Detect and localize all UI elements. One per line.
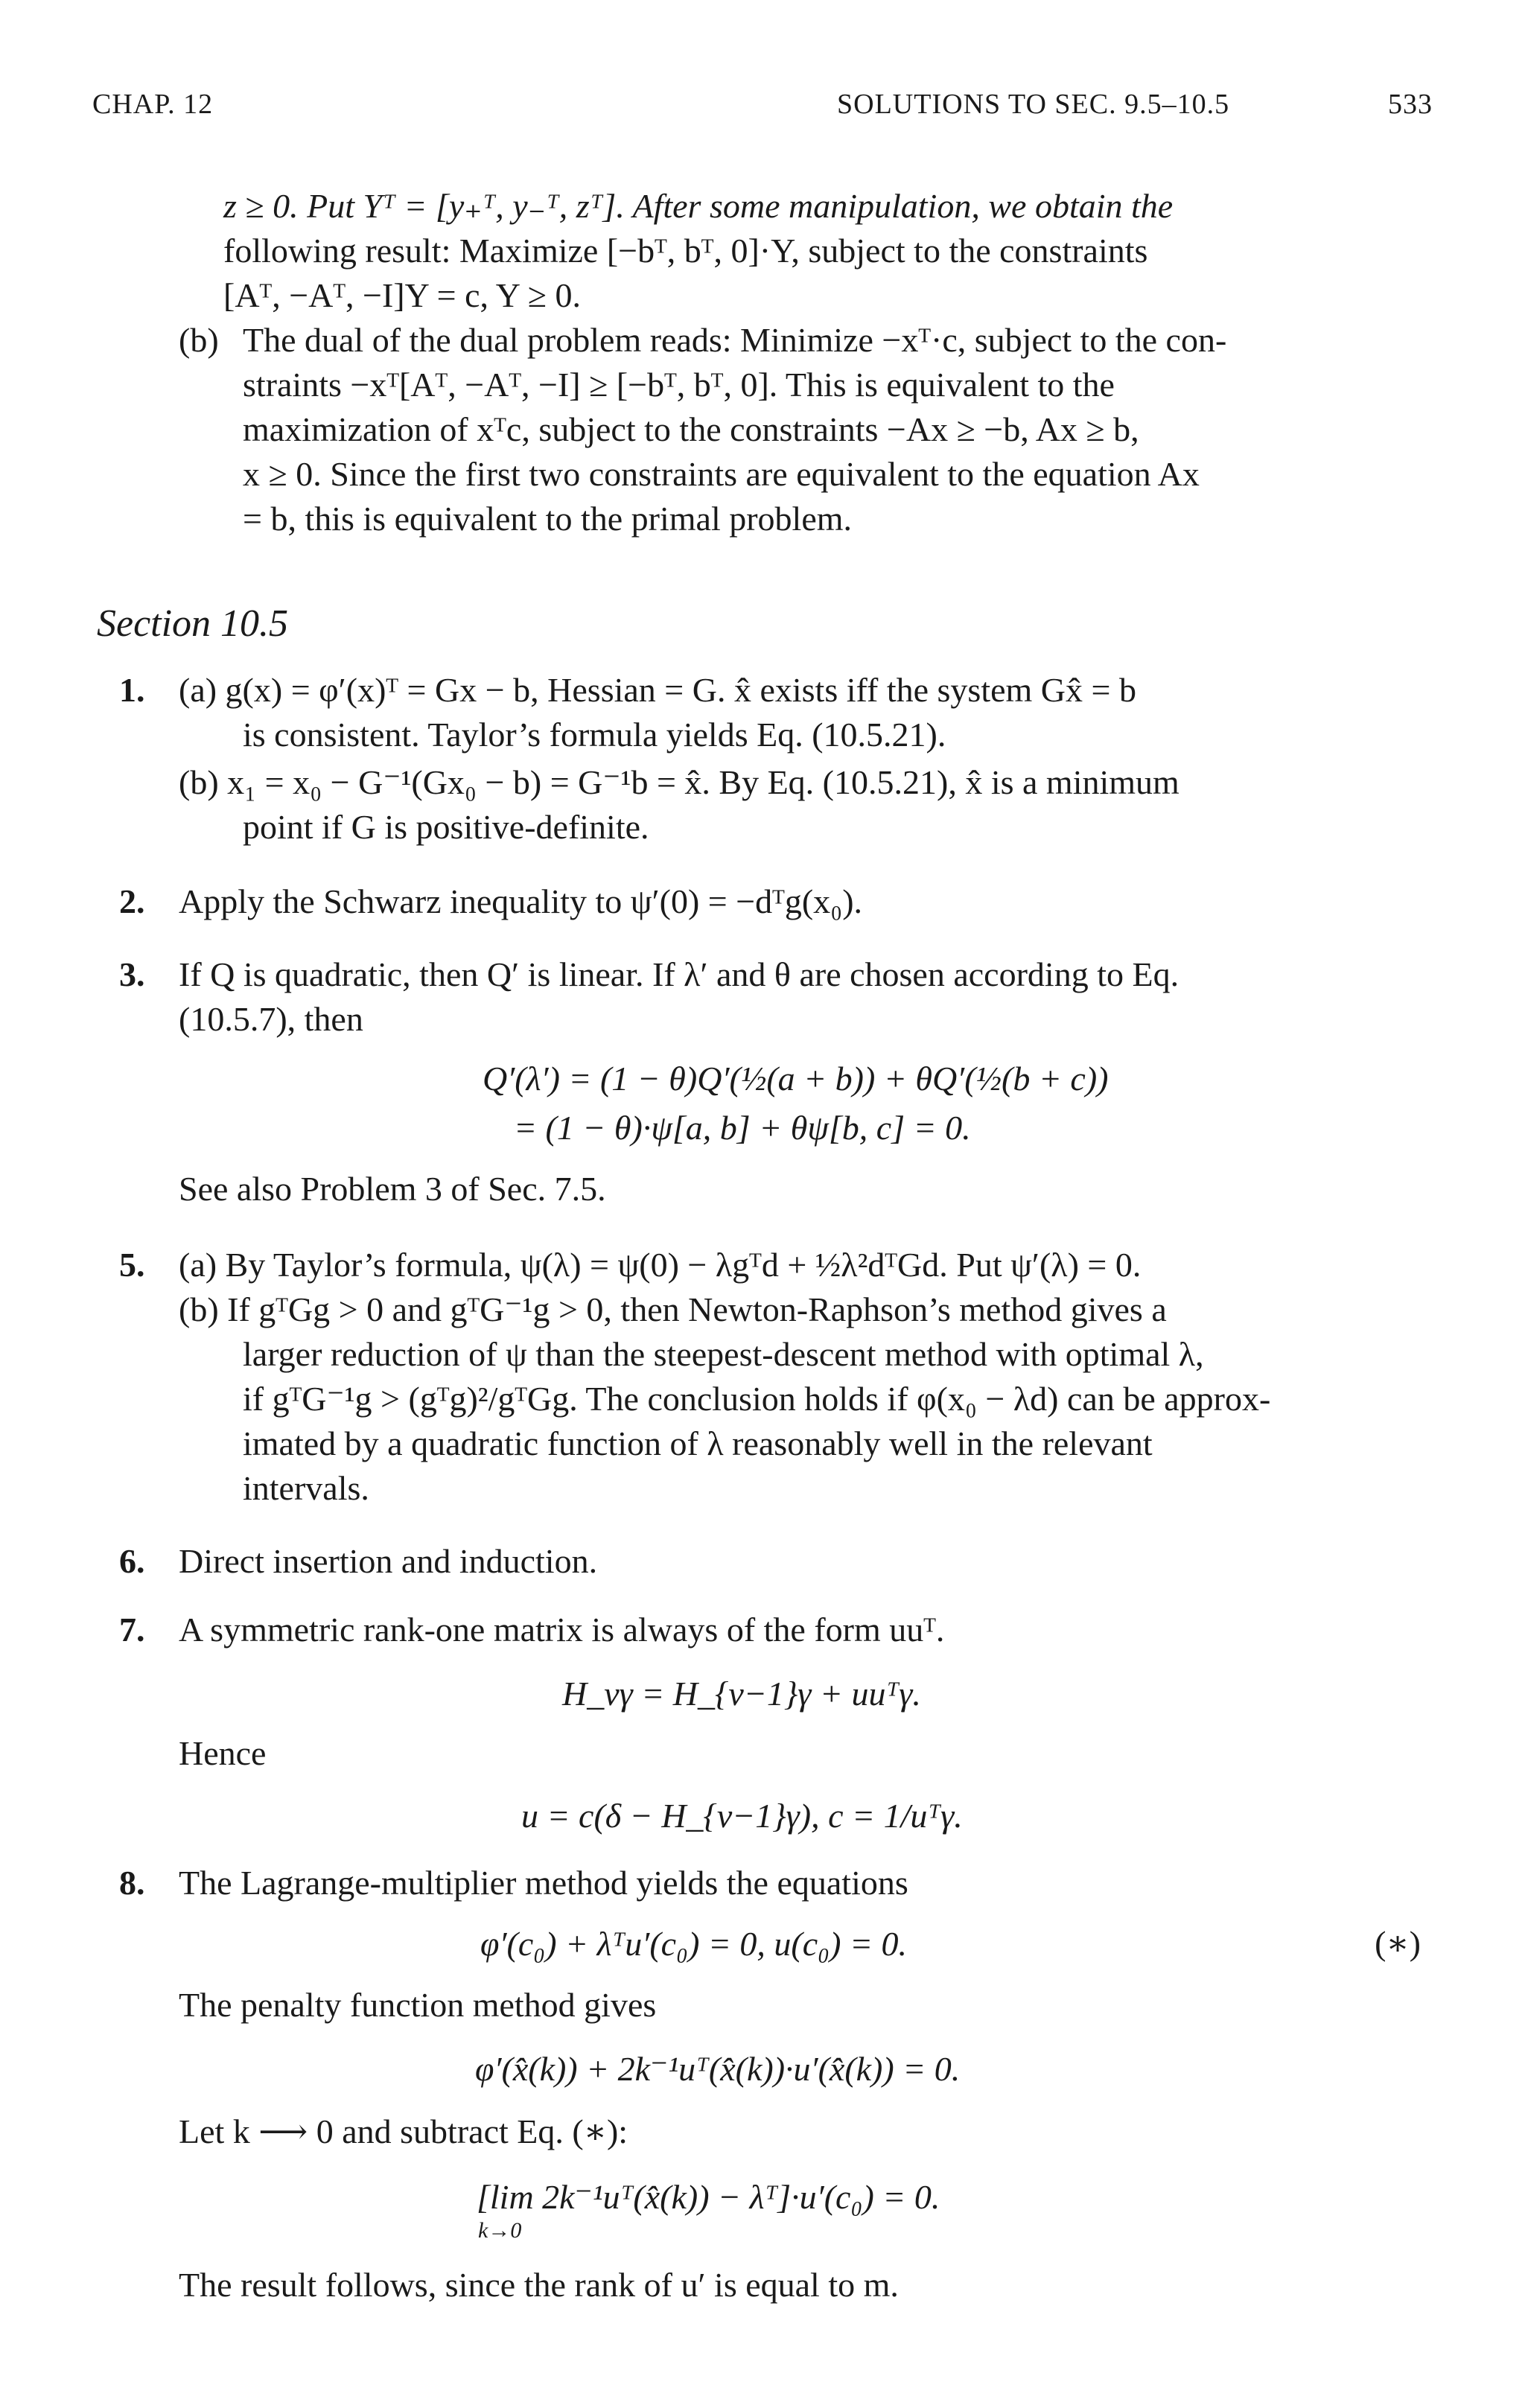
display-equation: H_νγ = H_{ν−1}γ + uuᵀγ. [562, 1675, 921, 1713]
text-line: If Q is quadratic, then Q′ is linear. If λ′ and θ are chosen according to Eq. [179, 955, 1179, 993]
text-line: maximization of xᵀc, subject to the constraints −Ax ≥ −b, Ax ≥ b, [243, 410, 1139, 448]
text-line: straints −xᵀ[Aᵀ, −Aᵀ, −I] ≥ [−bᵀ, bᵀ, 0]. This is equivalent to the [243, 366, 1115, 404]
text-line: (10.5.7), then [179, 1000, 363, 1038]
text-line: The Lagrange-multiplier method yields the equations [179, 1864, 908, 1902]
display-equation: [lim 2k⁻¹uᵀ(x̂(k)) − λᵀ]·u′(c₀) = 0. [477, 2178, 940, 2216]
text-line: = b, this is equivalent to the primal problem. [243, 500, 853, 538]
section-heading: Section 10.5 [97, 602, 289, 645]
text-line: See also Problem 3 of Sec. 7.5. [179, 1170, 606, 1208]
text-line: (b) x₁ = x₀ − G⁻¹(Gx₀ − b) = G⁻¹b = x̂. By Eq. (10.5.21), x̂ is a minimum [179, 763, 1179, 801]
text-line: Hence [179, 1734, 267, 1772]
text-line: is consistent. Taylor’s formula yields Eq. (10.5.21). [243, 716, 946, 754]
text-line: Apply the Schwarz inequality to ψ′(0) = −dᵀg(x₀). [179, 882, 863, 920]
equation-tag: (∗) [1375, 1924, 1421, 1962]
text-line: A symmetric rank-one matrix is always of the form uuᵀ. [179, 1611, 945, 1649]
text-line: (a) g(x) = φ′(x)ᵀ = Gx − b, Hessian = G. x̂ exists iff the system Gx̂ = b [179, 671, 1136, 709]
text-line: (b) If gᵀGg > 0 and gᵀG⁻¹g > 0, then Newton-Raphson’s method gives a [179, 1290, 1167, 1328]
display-equation: = (1 − θ)·ψ[a, b] + θψ[b, c] = 0. [514, 1109, 971, 1147]
text-line: Let k ⟶ 0 and subtract Eq. (∗): [179, 2112, 628, 2150]
page-number: 533 [1388, 89, 1433, 120]
item-number: 6. [119, 1542, 145, 1580]
item-number: 7. [119, 1611, 145, 1649]
item-number: 2. [119, 882, 145, 920]
text-line: Direct insertion and induction. [179, 1542, 598, 1580]
item-number: 3. [119, 955, 145, 993]
item-number: 8. [119, 1864, 145, 1902]
text-line: z ≥ 0. Put Yᵀ = [y₊ᵀ, y₋ᵀ, zᵀ]. After some manipulation, we obtain the [223, 187, 1174, 225]
text-line: [Aᵀ, −Aᵀ, −I]Y = c, Y ≥ 0. [223, 276, 582, 314]
chapter-label: CHAP. 12 [92, 89, 214, 120]
running-title: SOLUTIONS TO SEC. 9.5–10.5 [837, 89, 1230, 120]
display-equation: u = c(δ − H_{ν−1}γ), c = 1/uᵀγ. [521, 1797, 963, 1835]
text-line: (a) By Taylor’s formula, ψ(λ) = ψ(0) − λgᵀd + ½λ²dᵀGd. Put ψ′(λ) = 0. [179, 1246, 1142, 1284]
text-line: The penalty function method gives [179, 1986, 657, 2024]
display-equation: φ′(x̂(k)) + 2k⁻¹uᵀ(x̂(k))·u′(x̂(k)) = 0. [475, 2050, 961, 2088]
text-line: point if G is positive-definite. [243, 808, 649, 846]
item-label-b: (b) [179, 321, 219, 359]
text-line: The dual of the dual problem reads: Minimize −xᵀ·c, subject to the con- [243, 321, 1227, 359]
text-line: larger reduction of ψ than the steepest-descent method with optimal λ, [243, 1335, 1204, 1373]
display-equation: φ′(c₀) + λᵀu′(c₀) = 0, u(c₀) = 0. [480, 1925, 908, 1963]
text-line: The result follows, since the rank of u′ is equal to m. [179, 2266, 899, 2304]
text-line: intervals. [243, 1469, 369, 1507]
display-equation: Q′(λ′) = (1 − θ)Q′(½(a + b)) + θQ′(½(b + c)) [483, 1060, 1109, 1098]
text-line: imated by a quadratic function of λ reasonably well in the relevant [243, 1424, 1153, 1462]
text-line: x ≥ 0. Since the first two constraints are equivalent to the equation Ax [243, 455, 1200, 493]
limit-subscript: k→0 [478, 2218, 522, 2243]
text-line: if gᵀG⁻¹g > (gᵀg)²/gᵀGg. The conclusion holds if φ(x₀ − λd) can be approx- [243, 1380, 1271, 1418]
text-line: following result: Maximize [−bᵀ, bᵀ, 0]·Y, subject to the constraints [223, 232, 1148, 270]
running-header [92, 88, 1433, 133]
item-number: 1. [119, 671, 145, 709]
item-number: 5. [119, 1246, 145, 1284]
